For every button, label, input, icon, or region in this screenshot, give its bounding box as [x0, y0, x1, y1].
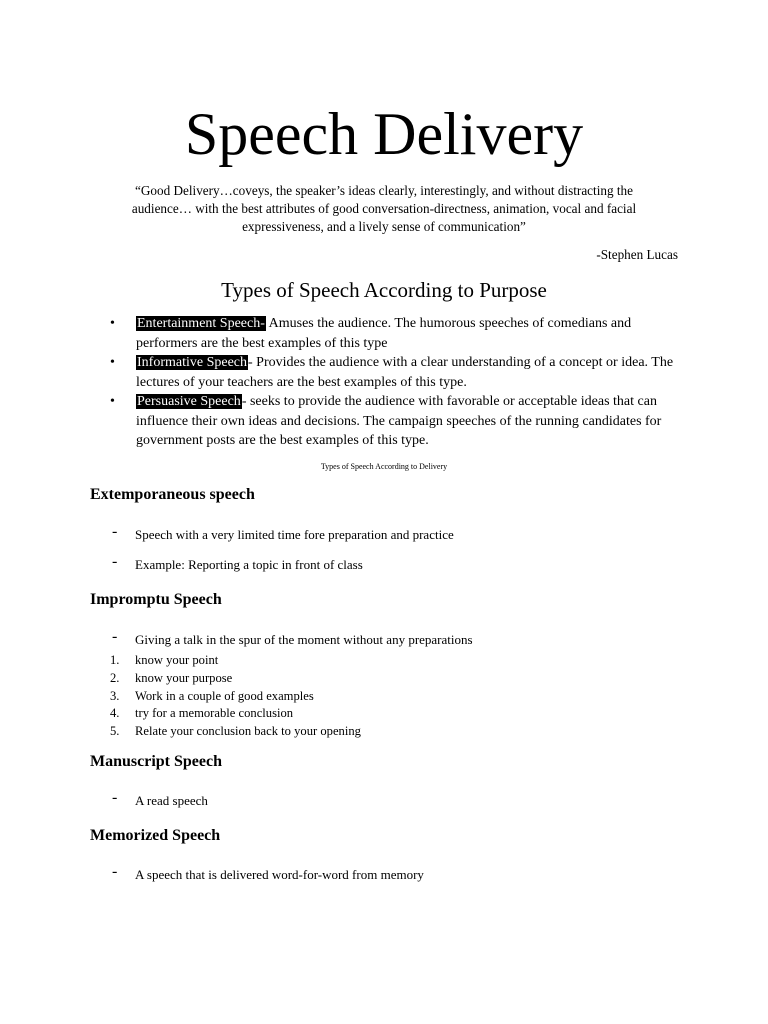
impromptu-heading: Impromptu Speech [90, 591, 222, 608]
list-item [110, 688, 361, 706]
list-item-text: Relate your conclusion back to your opening [135, 724, 361, 739]
dash-bullet-icon: - [112, 523, 118, 540]
list-item [110, 314, 680, 353]
list-item [110, 705, 361, 723]
list-item-text: know your point [135, 653, 219, 667]
bullet-icon: • [110, 394, 115, 409]
list-item-text: Example: Reporting a topic in front of class [135, 557, 363, 572]
impromptu-tips-list [110, 652, 361, 741]
purpose-list [110, 314, 680, 451]
dash-bullet-icon: - [112, 863, 118, 880]
quote: “Good Delivery…coveys, the speaker’s ideas clearly, interestingly, and without distracting the audience… with the best attributes of good conversation-directness, animation, vocal and facial expressiveness, and a lively sense of communication” [131, 183, 637, 234]
quote-attribution: -Stephen Lucas [596, 247, 678, 262]
list-number: 1. [110, 653, 120, 667]
bullet-icon: • [110, 316, 115, 331]
list-item [110, 670, 361, 688]
manuscript-heading: Manuscript Speech [90, 753, 222, 770]
list-number: 5. [110, 724, 120, 739]
list-item-text: know your purpose [135, 670, 233, 685]
purpose-section-title: Types of Speech According to Purpose [221, 278, 547, 302]
list-item-text: Amuses the audience. The humorous speeches of comedians and performers are the best examples of this type [136, 316, 632, 351]
highlighted-term: Entertainment Speech- [137, 316, 265, 331]
extemporaneous-heading: Extemporaneous speech [90, 486, 255, 503]
list-number: 4. [110, 706, 120, 721]
dash-bullet-icon: - [112, 553, 118, 570]
dash-bullet-icon: - [112, 628, 118, 645]
highlighted-term: Informative Speech [137, 355, 248, 370]
highlighted-term: Persuasive Speech [137, 394, 241, 409]
list-item-text: Work in a couple of good examples [135, 688, 314, 703]
list-item-text: try for a memorable conclusion [135, 706, 294, 721]
list-item [110, 353, 680, 392]
page-title: Speech Delivery [184, 101, 584, 167]
list-item [110, 392, 680, 451]
list-item-text: - seeks to provide the audience with favorable or acceptable ideas that can influence their own ideas and decisions. The campaign speeches of the running candidates for government posts are the best examples of this type. [136, 394, 662, 448]
list-item-text: A read speech [135, 793, 208, 808]
list-number: 2. [110, 670, 120, 685]
memorized-heading: Memorized Speech [90, 827, 221, 844]
list-item [110, 652, 361, 670]
list-item-text: Speech with a very limited time fore preparation and practice [135, 527, 454, 542]
list-item-text: A speech that is delivered word-for-word from memory [135, 867, 424, 882]
list-item-text: Giving a talk in the spur of the moment without any preparations [135, 632, 473, 647]
list-number: 3. [110, 688, 120, 703]
list-item-text: - Provides the audience with a clear understanding of a concept or idea. The lectures of your teachers are the best examples of this type. [136, 355, 674, 390]
dash-bullet-icon: - [112, 789, 118, 806]
delivery-section-title: Types of Speech According to Delivery [320, 462, 448, 471]
bullet-icon: • [110, 355, 115, 370]
list-item [110, 723, 361, 741]
